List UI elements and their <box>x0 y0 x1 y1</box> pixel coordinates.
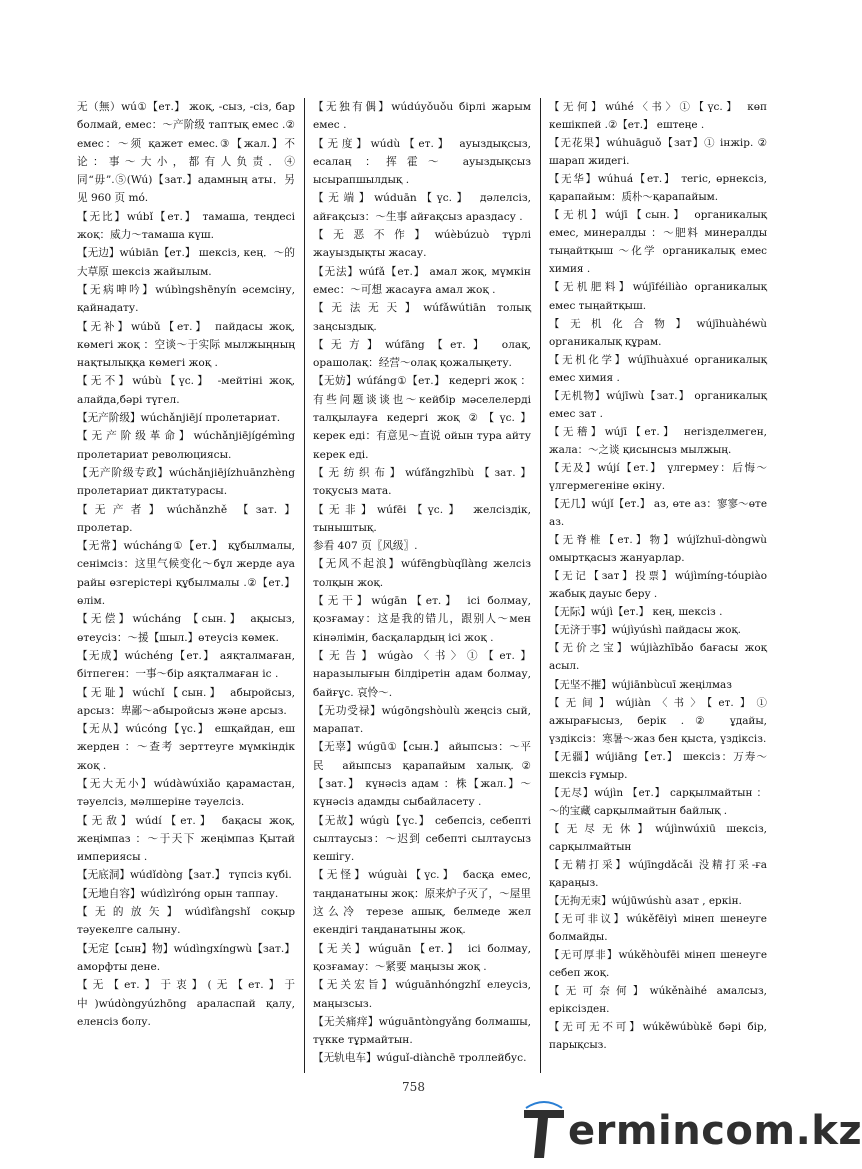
dictionary-entry: 【无的放矢】wúdìfàngshǐ соқыр тәуекелге салыну. <box>77 906 295 937</box>
dictionary-entry: 【无大无小】wúdàwúxiǎo қарамастан, тәуелсіз, мәлшеріне тәуелсіз. <box>77 777 295 809</box>
dictionary-entry: 参看 407 页〖风级〗. <box>313 540 418 553</box>
dictionary-entry: 【无故】wúgù【үс.】 себепсіз, себепті сылтаусыз：～迟到 себепті сылтаусыз кешігу. <box>313 814 531 864</box>
dictionary-entry: 【无恶不作】wúèbúzuò түрлі жауыздықты жасау. <box>313 229 531 260</box>
dictionary-entry: 【无常】wúcháng①【ет.】 құбылмалы, сенімсіз：这里气候变化～бұл жерде ауа райы өзгерістері құбылмалы .②【ет.】 өлім. <box>77 540 295 608</box>
dictionary-entry: 【无脊椎【ет.】物】wújǐzhuī-dòngwù омыртқасыз жануарлар. <box>549 534 767 565</box>
logo-t-letter-icon <box>522 1100 566 1158</box>
dictionary-entry: 【无机物】wújīwù【зат.】 органикалық емес зат . <box>549 389 767 420</box>
dictionary-entry: 【无从】wúcóng【үс.】 ешқайдан, еш жерден ：～查考 зерттеуге мүмкіндік жоқ . <box>77 723 295 772</box>
dictionary-entry: 【无定【сын】物】wúdìngxíngwù【зат.】 аморфты дене. <box>77 942 295 973</box>
column-right <box>549 98 767 1054</box>
dictionary-entry: 【无纺织布】wúfǎngzhībù【зат.】 тоқусыз мата. <box>313 466 531 498</box>
dictionary-entry: 【无花果】wúhuāguǒ【зат】① інжір. ② шарап жидегі. <box>549 137 767 168</box>
dictionary-entry: 【无尽无休】wújìnwúxiū шексіз, сарқылмайтын <box>549 822 767 853</box>
dictionary-entry: 【无可厚非】wúkěhòufēi мінеп шенеуге себеп жоқ. <box>549 949 767 980</box>
dictionary-entry: 【无拘无束】wújūwúshù азат , еркін. <box>549 895 742 908</box>
dictionary-entry: 【无法无天】wúfǎwútiān толық заңсыздық. <box>313 302 531 333</box>
dictionary-entry: 【无坚不摧】wújiānbùcuī жеңілмаз <box>549 678 732 691</box>
dictionary-entry: 【无干】wúgān【ет.】 ісі болмау, қозғамау：这是我的错儿，跟别人～мен кінәлімін, басқалардың ісі жоқ . <box>313 595 531 644</box>
dictionary-entry: 【无及】wújí【ет.】 үлгермеу：后悔～ үлгермегеніне өкіну. <box>549 461 767 492</box>
dictionary-entry: 【无何】wúhé〈书〉①【үс.】 көп кешікпей .②【ет.】 ештеңе . <box>549 101 767 132</box>
dictionary-entry: 【无非】wúfēi【үс.】 желсіздік, тыныштық. <box>313 503 531 534</box>
dictionary-entry: 【无际】wújì【ет.】 кең, шексіз . <box>549 606 723 619</box>
dictionary-entry: 【无可无不可】wúkěwúbùkě бәрі бір, парықсыз. <box>549 1021 767 1052</box>
dictionary-entry: 【无尽】wújìn 【ет.】 сарқылмайтын ：～的宝藏 сарқылмайтын байлық . <box>549 786 767 817</box>
dictionary-entry: 【无方】wúfāng【ет.】 олақ, орашолақ：经营～олақ қожалықету. <box>313 338 531 370</box>
column-left <box>77 98 295 1031</box>
dictionary-entry: 【无敌】wúdí【ет.】 бақасы жоқ, жеңімпаз ：～于天下 жеңімпаз Қытай империясы . <box>77 814 295 864</box>
dictionary-entry: 【无关宏旨】wúguānhóngzhǐ елеусіз, маңызсыз. <box>313 979 531 1010</box>
dictionary-entry: 【无产者】wúchǎnzhě 【зат.】 пролетар. <box>77 503 295 534</box>
dictionary-entry: 【无妨】wúfáng①【ет.】 кедергі жоқ ：有些问题谈谈也～кейбір мәселелерді талқылауға кедергі жоқ ②【үс.】 керек еді：有意见～直说 ойын тура айту керек еді. <box>313 375 531 461</box>
dictionary-entry: 【无几】wújǐ【ет.】 аз, өте аз：寥寥～өте аз. <box>549 498 767 529</box>
column-divider-left <box>304 98 305 1073</box>
dictionary-entry: 【无度】wúdù【ет.】 ауыздықсыз, есалаң ：挥霍～ ауыздықсыз ысырапшылдық . <box>313 137 531 187</box>
dictionary-entry: 【无不】wúbù【үс.】 -мейтіні жоқ, алайда,бәрі түгел. <box>77 375 295 406</box>
dictionary-entry: 【无稽】wújī【ет.】 негізделмеген, жала：～之谈 қисынсыз мылжың. <box>549 425 767 456</box>
dictionary-entry: 【无告】wúgào〈书〉①【ет.】 наразылығын білдіретін адам болмау, байғұс. 哀怜～. <box>313 649 531 699</box>
column-middle <box>313 98 531 1068</box>
dictionary-entry: 【无间】wújiàn〈书〉【ет.】① ажырағысыз, берік .② ұдайы, үздіксіз：寒暑～жаз бен қыста, үздіксіз. <box>549 696 767 745</box>
dictionary-entry: 【无地自容】wúdìzìróng орын таппау. <box>77 887 279 900</box>
dictionary-entry: 【无端】wúduān【үс.】 дәлелсіз, айғақсыз：～生事 айғақсыз араздасу . <box>313 192 531 223</box>
dictionary-entry: 【无偿】wúcháng 【сын.】 ақысыз, өтеусіз：～援【шыл.】өтеусіз көмек. <box>77 613 295 644</box>
dictionary-entry: 【无法】wúfǎ【ет.】 амал жоқ, мүмкін емес：～可想 жасауға амал жоқ . <box>313 265 531 296</box>
dictionary-entry: 【无【ет.】于衷】(无【ет.】于中)wúdòngyúzhōng араласпай қалу, еленсіз болу. <box>77 979 295 1028</box>
dictionary-entry: 【无机化合物】wújīhuàhéwù органикалық құрам. <box>549 317 767 348</box>
dictionary-entry: 【无边】wúbiān【ет.】 шексіз, кең．～的大草原 шексіз жайылым. <box>77 247 295 278</box>
column-divider-right <box>540 98 541 1073</box>
dictionary-entry: 【无独有偶】wúdúyǒuǒu бірлі жарым емес . <box>313 101 531 132</box>
dictionary-entry: 【无疆】wújiāng【ет.】 шексіз：万寿～шексіз ғұмыр. <box>549 750 767 781</box>
dictionary-entry: 【无比】wúbǐ【ет.】 тамаша, теңдесі жоқ：威力～тамаша күш. <box>77 210 295 242</box>
dictionary-entry: 【无病呻吟】wúbìngshēnyín әсемсіну, қайнадату. <box>77 283 295 315</box>
logo-text: ermincom.kz <box>568 1108 862 1154</box>
dictionary-entry: 【无底洞】wúdǐdòng【зат.】 түпсіз күбі. <box>77 869 292 882</box>
dictionary-entry: 【无价之宝】wújiàzhībǎo бағасы жоқ асыл. <box>549 642 767 673</box>
dictionary-entry: 【无关】wúguān【ет.】 ісі болмау, қозғамау：～紧要 маңызы жоқ . <box>313 942 531 973</box>
termincom-logo <box>522 1100 862 1160</box>
dictionary-entry: 【无记【зат】投票】wújìmíng-tóupiào жабық дауыс беру . <box>549 570 767 601</box>
dictionary-entry: 【无产阶级革命】wúchǎnjiējígémìng пролетариат революциясы. <box>77 430 295 461</box>
dictionary-entry: 【无风不起浪】wúfēngbùqǐlàng желсіз толқын жоқ. <box>313 558 531 589</box>
dictionary-entry: 【无功受禄】wúgōngshòulù жеңсіз сый, марапат. <box>313 704 531 736</box>
dictionary-entry: 【无可奈何】wúkěnàihé амалсыз, еріксізден. <box>549 985 767 1016</box>
dictionary-entry: 无（無）wú①【ет.】 жоқ, -сыз, -сіз, бар болмай, емес：～产阶级 таптық емес .② емес：～须 қажет емес.③【жал.】不论：事～大小，都有人负责．④同“毋”.⑤(Wú)【зат.】адамның аты．另见 960 页 mó. <box>77 101 295 205</box>
dictionary-entry: 【无怪】wúguài【үс.】 басқа емес, таңданатыны жоқ：原来炉子灭了，～屋里这么冷 терезе ашық, белмеде жел екендігі таңданатыны жоқ. <box>313 869 531 937</box>
dictionary-entry: 【无机化学】wújīhuàxué органикалық емес химия . <box>549 353 767 384</box>
dictionary-entry: 【无关痛痒】wúguāntòngyǎng болмашы, түкке тұрмайтын. <box>313 1015 531 1047</box>
dictionary-entry: 【无轨电车】wúguǐ-diànchē троллейбус. <box>313 1052 527 1065</box>
dictionary-entry: 【无耻】wúchǐ【сын.】 абыройсыз, арсыз：卑鄙～абыройсыз және арсыз. <box>77 686 295 717</box>
dictionary-entry: 【无机肥料】wújīféiliào органикалық емес тыңайтқыш. <box>549 281 767 312</box>
dictionary-entry: 【无济于事】wújìyúshì пайдасы жоқ. <box>549 624 741 637</box>
dictionary-entry: 【无成】wúchéng【ет.】 аяқталмаған, бітпеген：一事～бір аяқталмаған іс . <box>77 649 295 681</box>
page-number: 758 <box>402 1080 425 1094</box>
dictionary-entry: 【无产阶级】wúchǎnjiējí пролетариат. <box>77 412 281 425</box>
dictionary-entry: 【无机】wújī【сын.】 органикалық емес, минералды ：～肥料 минералды тыңайтқыш ～化学 органикалық емес химия . <box>549 209 767 276</box>
dictionary-entry: 【无可非议】wúkěfēiyì мінеп шенеуге болмайды. <box>549 913 767 944</box>
dictionary-entry: 【无补】wúbǔ【ет.】 пайдасы жоқ, көмегі жоқ ：空谈～于实际 мылжыңның нақтылыққа көмегі жоқ . <box>77 320 295 370</box>
dictionary-entry: 【无辜】wúgū①【сын.】 айыпсыз：～平民 айыпсыз қарапайым халық.②【зат.】 күнәсіз адам ：株【жал.】～ күнәсіз адамды сыбайласету . <box>313 741 531 809</box>
dictionary-entry: 【无产阶级专政】wúchǎnjiējízhuānzhèng пролетариат диктатурасы. <box>77 466 295 498</box>
dictionary-entry: 【无精打采】wújīngdǎcǎi 没精打采-ға қараңыз. <box>549 858 767 890</box>
dictionary-entry: 【无华】wúhuá【ет.】 тегіс, өрнексіз, қарапайым：质朴～қарапайым. <box>549 173 767 204</box>
